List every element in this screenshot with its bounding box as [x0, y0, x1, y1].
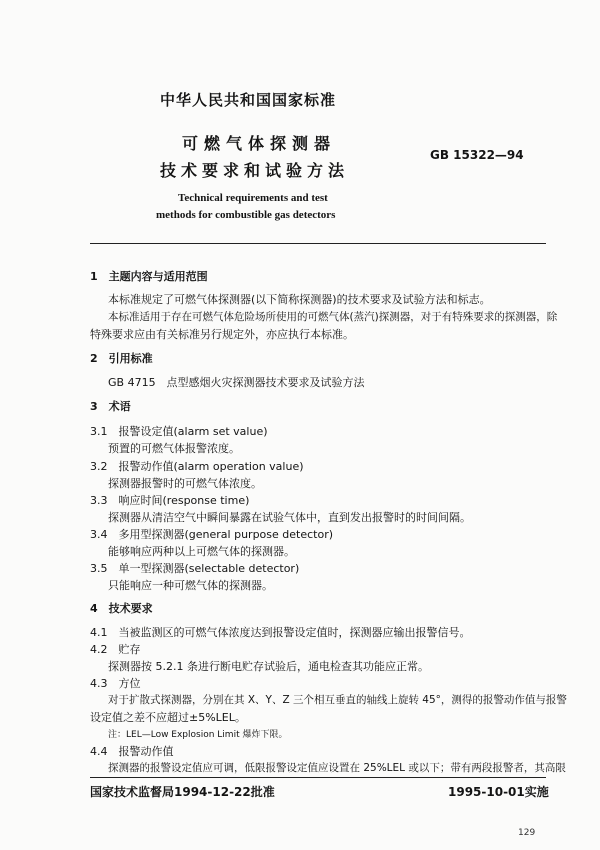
- clause-4-2-label: 4.2 贮存: [90, 643, 141, 656]
- section-1-heading: 1 主题内容与适用范围: [90, 270, 208, 283]
- clause-4-3-label: 4.3 方位: [90, 677, 141, 690]
- document-title-line2: 技术要求和试验方法: [160, 161, 350, 180]
- term-3-2-label: 3.2 报警动作值(alarm operation value): [90, 460, 304, 473]
- section-1-paragraph-1: 本标准规定了可燃气体探测器(以下简称探测器)的技术要求及试验方法和标志。: [108, 293, 491, 306]
- document-title-line1: 可燃气体探测器: [182, 134, 337, 153]
- header-rule: [90, 243, 546, 244]
- clause-4-2-text: 探测器按 5.2.1 条进行断电贮存试验后，通电检查其功能应正常。: [108, 660, 429, 673]
- clause-4-4-label: 4.4 报警动作值: [90, 745, 174, 758]
- clause-4-4-text: 探测器的报警设定值应可调，低限报警设定值应设置在 25%LEL 或以下；带有两段报警者，其高限: [108, 762, 566, 774]
- section-1-paragraph-2a: 本标准适用于存在可燃气体危险场所使用的可燃气体(蒸汽)探测器，对于有特殊要求的探测器，除: [108, 311, 558, 323]
- term-3-4-definition: 能够响应两种以上可燃气体的探测器。: [108, 545, 295, 558]
- term-3-1-definition: 预置的可燃气体报警浓度。: [108, 442, 240, 455]
- implementation-line: 1995-10-01实施: [448, 785, 549, 799]
- term-3-1-label: 3.1 报警设定值(alarm set value): [90, 425, 268, 438]
- section-2-heading: 2 引用标准: [90, 352, 153, 365]
- clause-4-3-text-a: 对于扩散式探测器，分别在其 X、Y、Z 三个相互垂直的轴线上旋转 45°，测得的报警动作值与报警: [108, 694, 567, 706]
- national-standard-title: 中华人民共和国国家标准: [160, 91, 337, 109]
- section-1-paragraph-2b: 特殊要求应由有关标准另行规定外，亦应执行本标准。: [90, 328, 354, 341]
- term-3-5-definition: 只能响应一种可燃气体的探测器。: [108, 579, 273, 592]
- page-number: 129: [518, 828, 536, 838]
- english-title-line2: methods for combustible gas detectors: [156, 209, 336, 221]
- section-4-heading: 4 技术要求: [90, 602, 153, 615]
- footer-rule: [90, 777, 546, 778]
- clause-4-1: 4.1 当被监测区的可燃气体浓度达到报警设定值时，探测器应输出报警信号。: [90, 626, 471, 639]
- term-3-3-label: 3.3 响应时间(response time): [90, 494, 250, 507]
- approval-line: 国家技术监督局1994-12-22批准: [90, 785, 275, 799]
- term-3-3-definition: 探测器从清洁空气中瞬间暴露在试验气体中，直到发出报警时的时间间隔。: [108, 511, 471, 524]
- term-3-4-label: 3.4 多用型探测器(general purpose detector): [90, 528, 334, 541]
- english-title-line1: Technical requirements and test: [178, 192, 328, 204]
- section-3-heading: 3 术语: [90, 400, 131, 413]
- term-3-2-definition: 探测器报警时的可燃气体浓度。: [108, 477, 262, 490]
- clause-4-3-note: 注：LEL—Low Explosion Limit 爆炸下限。: [108, 730, 288, 740]
- section-2-reference: GB 4715 点型感烟火灾探测器技术要求及试验方法: [108, 376, 365, 389]
- clause-4-3-text-b: 设定值之差不应超过±5%LEL。: [90, 711, 246, 724]
- standard-number: GB 15322—94: [430, 148, 524, 162]
- term-3-5-label: 3.5 单一型探测器(selectable detector): [90, 562, 300, 575]
